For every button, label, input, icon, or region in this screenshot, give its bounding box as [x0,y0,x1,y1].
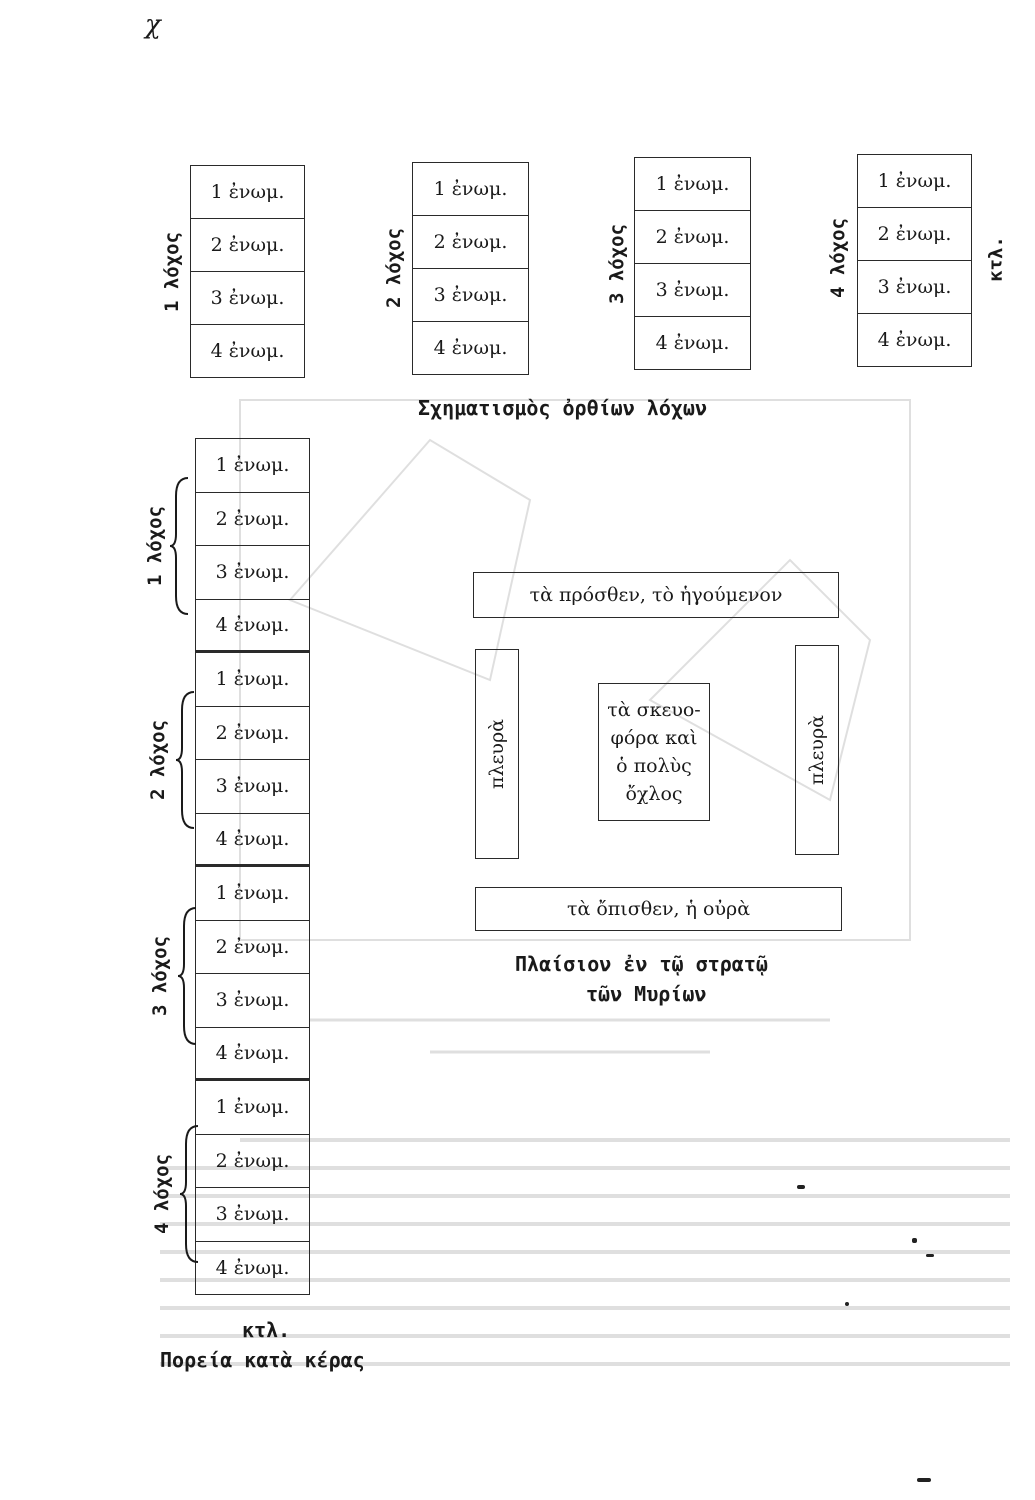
group-brace [178,1124,202,1264]
unit-cell: 4 ἐνωμ. [858,314,971,367]
speck [926,1254,934,1257]
unit-cell: 4 ἐνωμ. [196,814,309,868]
left-side-label: πλευρὰ [486,719,508,789]
unit-cell: 3 ἐνωμ. [191,272,304,325]
center-line: τὰ σκευο- [607,699,701,721]
unit-cell: 2 ἐνωμ. [196,1135,309,1189]
corner-mark: χ [145,10,161,40]
unit-cell: 3 ἐνωμ. [196,546,309,600]
unit-cell: 4 ἐνωμ. [413,322,528,375]
lochos-label: 2 λόχος [383,227,405,309]
unit-cell: 1 ἐνωμ. [196,439,309,493]
square-rear: τὰ ὄπισθεν, ἡ οὐρὰ [475,887,842,931]
unit-cell: 1 ἐνωμ. [196,867,309,921]
speck [917,1478,931,1482]
unit-cell: 2 ἐνωμ. [413,216,528,269]
unit-cell: 3 ἐνωμ. [858,261,971,314]
group-brace [176,906,200,1046]
march-column [195,438,310,1295]
upright-lochos-column-4 [857,154,972,367]
unit-cell: 4 ἐνωμ. [196,600,309,654]
square-center-baggage [598,683,710,821]
unit-cell: 3 ἐνωμ. [635,264,750,317]
center-line: φόρα καὶ [610,727,698,749]
center-line: ὄχλος [625,783,683,805]
upright-lochos-column-3 [634,157,751,370]
lochos-label: 4 λόχος [827,217,849,299]
unit-cell: 3 ἐνωμ. [196,974,309,1028]
unit-cell: 2 ἐνωμ. [635,211,750,264]
unit-cell: 4 ἐνωμ. [635,317,750,370]
unit-cell: 3 ἐνωμ. [196,1188,309,1242]
lochos-label: 3 λόχος [606,223,628,305]
lochos-label: 1 λόχος [144,505,166,587]
lochos-label: 3 λόχος [149,935,171,1017]
march-etc: κτλ. [242,1318,291,1342]
unit-cell: 1 ἐνωμ. [635,158,750,211]
unit-cell: 4 ἐνωμ. [196,1028,309,1082]
unit-cell: 2 ἐνωμ. [191,219,304,272]
speck [797,1185,805,1189]
square-caption-line1: Πλαίσιον ἐν τῷ στρατῷ [515,952,768,976]
unit-cell: 1 ἐνωμ. [191,166,304,219]
speck [912,1238,917,1243]
group-brace [168,476,192,616]
unit-cell: 3 ἐνωμ. [413,269,528,322]
unit-cell: 4 ἐνωμ. [196,1242,309,1296]
right-side-label: πλευρὰ [806,715,828,785]
unit-cell: 2 ἐνωμ. [196,493,309,547]
unit-cell: 1 ἐνωμ. [196,653,309,707]
etc-label: κτλ. [985,236,1007,282]
march-caption: Πορεία κατὰ κέρας [160,1348,365,1372]
lochos-label: 4 λόχος [151,1153,173,1235]
lochos-label: 1 λόχος [161,231,183,313]
group-brace [174,690,198,830]
unit-cell: 2 ἐνωμ. [858,208,971,261]
upright-lochos-column-2 [412,162,529,375]
lochos-label: 2 λόχος [147,719,169,801]
square-right-side [795,645,839,855]
unit-cell: 4 ἐνωμ. [191,325,304,378]
unit-cell: 2 ἐνωμ. [196,707,309,761]
unit-cell: 1 ἐνωμ. [858,155,971,208]
square-left-side [475,649,519,859]
unit-cell: 3 ἐνωμ. [196,760,309,814]
upright-lochos-column-1 [190,165,305,378]
center-line: ὁ πολὺς [616,755,692,777]
square-caption-line2: τῶν Μυρίων [586,982,707,1006]
unit-cell: 1 ἐνωμ. [413,163,528,216]
speck [845,1302,849,1306]
top-caption: Σχηματισμὸς ὀρθίων λόχων [418,396,707,420]
unit-cell: 2 ἐνωμ. [196,921,309,975]
square-front: τὰ πρόσθεν, τὸ ἡγούμενον [473,572,839,618]
unit-cell: 1 ἐνωμ. [196,1081,309,1135]
